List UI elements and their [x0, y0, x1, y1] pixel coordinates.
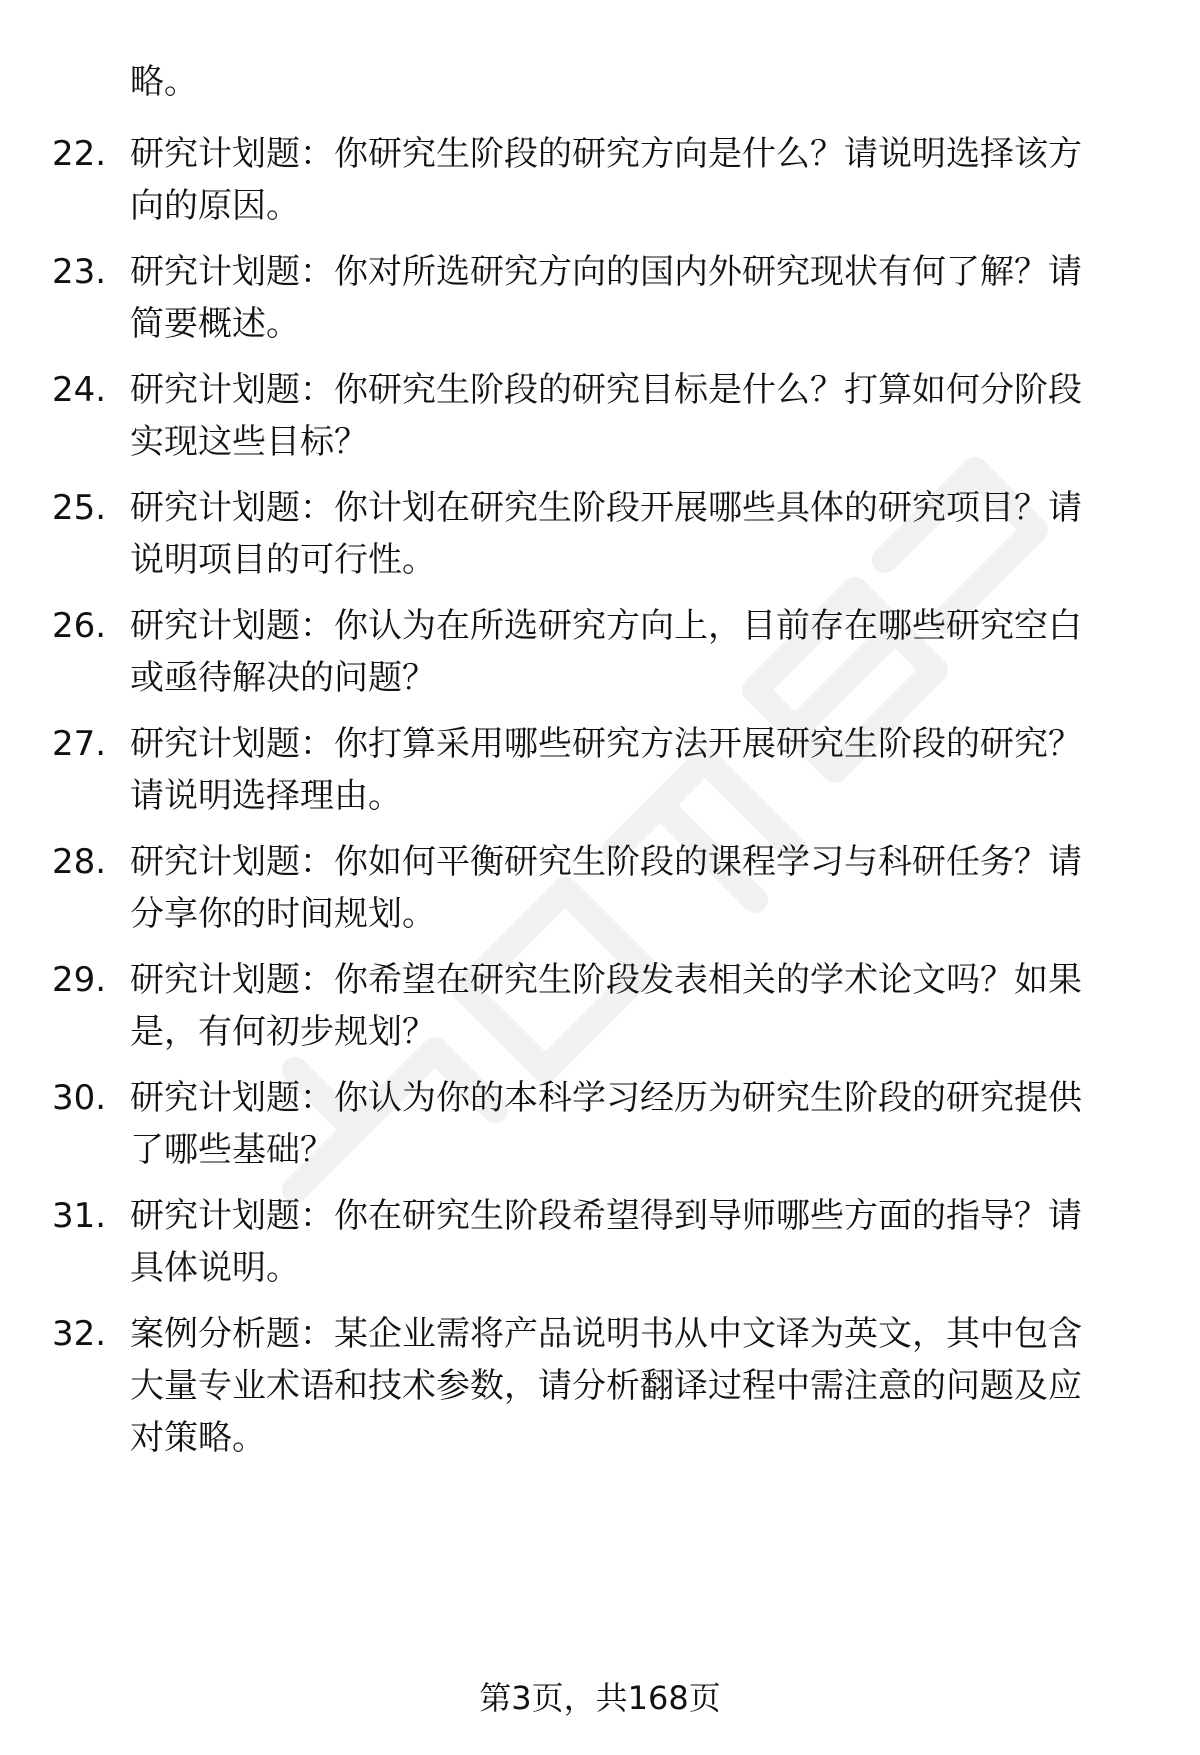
- question-line: 说明项目的可行性。: [130, 540, 436, 580]
- question-line: 研究计划题：你打算采用哪些研究方法开展研究生阶段的研究？: [130, 724, 1082, 764]
- question-item: [0, 836, 1200, 946]
- question-item: [0, 364, 1200, 474]
- question-line: 大量专业术语和技术参数，请分析翻译过程中需注意的问题及应: [130, 1366, 1082, 1406]
- question-number: 28.: [52, 842, 107, 882]
- question-text: [130, 954, 1140, 1058]
- question-item: [0, 718, 1200, 828]
- question-number: 22.: [52, 134, 107, 174]
- question-line: 或亟待解决的问题？: [130, 658, 436, 698]
- question-text: [130, 364, 1140, 468]
- question-number: 27.: [52, 724, 107, 764]
- question-item: [0, 482, 1200, 592]
- question-line: 案例分析题：某企业需将产品说明书从中文译为英文，其中包含: [130, 1314, 1082, 1354]
- question-line: 向的原因。: [130, 186, 300, 226]
- question-text: [130, 1072, 1140, 1176]
- question-line: 对策略。: [130, 1418, 266, 1458]
- question-line: 简要概述。: [130, 304, 300, 344]
- question-item: [0, 1190, 1200, 1300]
- question-line: 请说明选择理由。: [130, 776, 402, 816]
- question-number: 23.: [52, 252, 107, 292]
- continuation-text: 略。: [130, 62, 198, 102]
- question-line: 研究计划题：你研究生阶段的研究方向是什么？请说明选择该方: [130, 134, 1082, 174]
- question-text: [130, 1308, 1140, 1464]
- question-line: 研究计划题：你如何平衡研究生阶段的课程学习与科研任务？请: [130, 842, 1082, 882]
- question-line: 研究计划题：你在研究生阶段希望得到导师哪些方面的指导？请: [130, 1196, 1082, 1236]
- question-line: 了哪些基础？: [130, 1130, 334, 1170]
- question-line: 实现这些目标？: [130, 422, 368, 462]
- question-text: [130, 718, 1140, 822]
- question-line: 具体说明。: [130, 1248, 300, 1288]
- question-number: 24.: [52, 370, 107, 410]
- question-number: 26.: [52, 606, 107, 646]
- question-item: [0, 600, 1200, 710]
- question-item: [0, 246, 1200, 356]
- question-line: 研究计划题：你对所选研究方向的国内外研究现状有何了解？请: [130, 252, 1082, 292]
- question-number: 32.: [52, 1314, 107, 1354]
- question-text: [130, 246, 1140, 350]
- question-item: [0, 128, 1200, 238]
- question-number: 25.: [52, 488, 107, 528]
- question-line: 研究计划题：你研究生阶段的研究目标是什么？打算如何分阶段: [130, 370, 1082, 410]
- question-line: 研究计划题：你计划在研究生阶段开展哪些具体的研究项目？请: [130, 488, 1082, 528]
- question-line: 分享你的时间规划。: [130, 894, 436, 934]
- question-text: [130, 600, 1140, 704]
- question-item: [0, 954, 1200, 1064]
- question-number: 30.: [52, 1078, 107, 1118]
- question-text: [130, 482, 1140, 586]
- question-line: 研究计划题：你认为在所选研究方向上，目前存在哪些研究空白: [130, 606, 1082, 646]
- question-line: 研究计划题：你认为你的本科学习经历为研究生阶段的研究提供: [130, 1078, 1082, 1118]
- question-number: 31.: [52, 1196, 107, 1236]
- page-footer: 第3页，共168页: [479, 1679, 721, 1717]
- question-text: [130, 836, 1140, 940]
- question-line: 研究计划题：你希望在研究生阶段发表相关的学术论文吗？如果: [130, 960, 1082, 1000]
- question-number: 29.: [52, 960, 107, 1000]
- question-text: [130, 128, 1140, 232]
- question-item: [0, 1308, 1200, 1468]
- question-item: [0, 1072, 1200, 1182]
- question-text: [130, 1190, 1140, 1294]
- question-line: 是，有何初步规划？: [130, 1012, 436, 1052]
